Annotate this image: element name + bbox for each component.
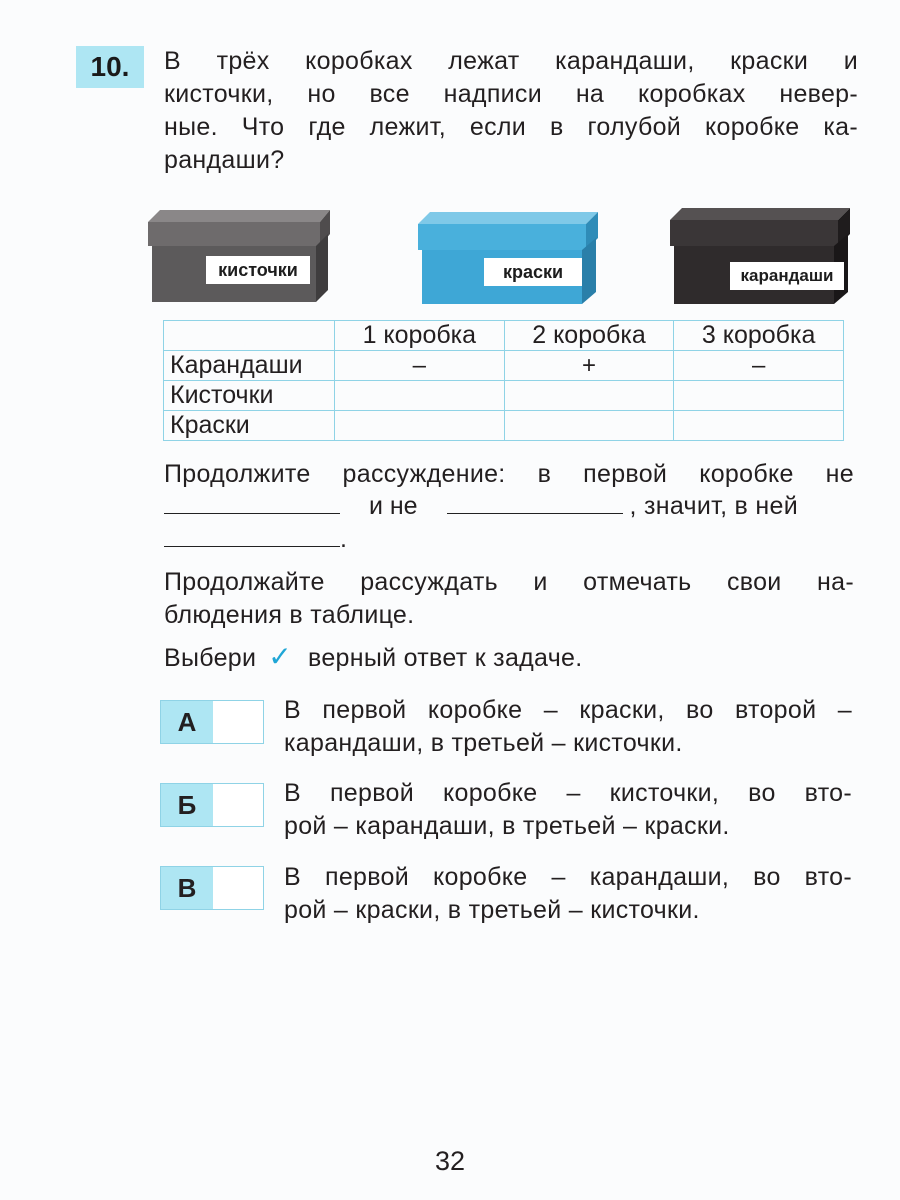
question-line-2: кисточки, но все надписи на коробках невер- [164, 80, 858, 108]
option-a-checkbox[interactable] [160, 700, 264, 744]
task-number: 10. [76, 46, 144, 88]
choose-after: верный ответ к задаче. [308, 644, 583, 672]
option-b-line-2: рой – карандаши, в третьей – краски. [284, 812, 730, 840]
blank-3[interactable] [164, 546, 340, 547]
option-c-checkbox[interactable] [160, 866, 264, 910]
table-cell[interactable] [504, 411, 674, 441]
table-cell[interactable]: + [504, 351, 674, 381]
table-header-row [164, 321, 844, 351]
question-line-4: рандаши? [164, 146, 285, 174]
choose-before: Выбери [164, 644, 257, 672]
end-text: . [340, 525, 347, 553]
black-box-label: карандаши [730, 262, 844, 290]
reasoning-line-2 [164, 490, 854, 523]
boxes-illustration [148, 200, 858, 310]
blank-1[interactable] [164, 513, 340, 514]
row-label: Кисточки [164, 381, 335, 411]
table-cell[interactable] [674, 411, 844, 441]
checkmark-icon: ✓ [268, 641, 293, 672]
blue-box-label: краски [484, 258, 582, 286]
black-box [670, 206, 855, 311]
option-c-line-1: В первой коробке – карандаши, во вто- [284, 863, 852, 891]
observations-table [163, 320, 844, 441]
choose-instruction [164, 640, 582, 673]
page-number: 32 [434, 1146, 466, 1176]
table-cell[interactable] [335, 411, 505, 441]
black-box-drawing [670, 206, 855, 306]
row-label: Карандаши [164, 351, 335, 381]
question-line-1: В трёх коробках лежат карандаши, краски и [164, 47, 858, 75]
option-a-line-2: карандаши, в третьей – кисточки. [284, 729, 683, 757]
table-cell[interactable] [335, 381, 505, 411]
then-text: , значит, в ней [629, 492, 798, 520]
gray-box [148, 208, 333, 309]
continue-line-1: Продолжайте рассуждать и отмечать свои на- [164, 568, 854, 596]
header-box-1: 1 коробка [335, 321, 505, 351]
table-cell[interactable] [504, 381, 674, 411]
reasoning-line-1: Продолжите рассуждение: в первой коробке не [164, 460, 854, 488]
option-b-letter: Б [161, 784, 213, 826]
option-c-letter: В [161, 867, 213, 909]
option-a-line-1: В первой коробке – краски, во второй – [284, 696, 852, 724]
table-cell[interactable]: – [674, 351, 844, 381]
table-row [164, 411, 844, 441]
blank-2[interactable] [447, 513, 623, 514]
table-corner-cell [164, 321, 335, 351]
option-b-line-1: В первой коробке – кисточки, во вто- [284, 779, 852, 807]
continue-line-2: блюдения в таблице. [164, 601, 415, 629]
row-label: Краски [164, 411, 335, 441]
option-a-letter: А [161, 701, 213, 743]
option-c-line-2: рой – краски, в третьей – кисточки. [284, 896, 700, 924]
reasoning-line-3 [164, 523, 347, 556]
header-box-3: 3 коробка [674, 321, 844, 351]
option-b-checkbox[interactable] [160, 783, 264, 827]
header-box-2: 2 коробка [504, 321, 674, 351]
table-row [164, 351, 844, 381]
blue-box [418, 210, 603, 311]
table-cell[interactable]: – [335, 351, 505, 381]
and-not-text: и не [368, 492, 418, 520]
table-cell[interactable] [674, 381, 844, 411]
table-row [164, 381, 844, 411]
gray-box-label: кисточки [206, 256, 310, 284]
question-line-3: ные. Что где лежит, если в голубой коробке ка- [164, 113, 858, 141]
